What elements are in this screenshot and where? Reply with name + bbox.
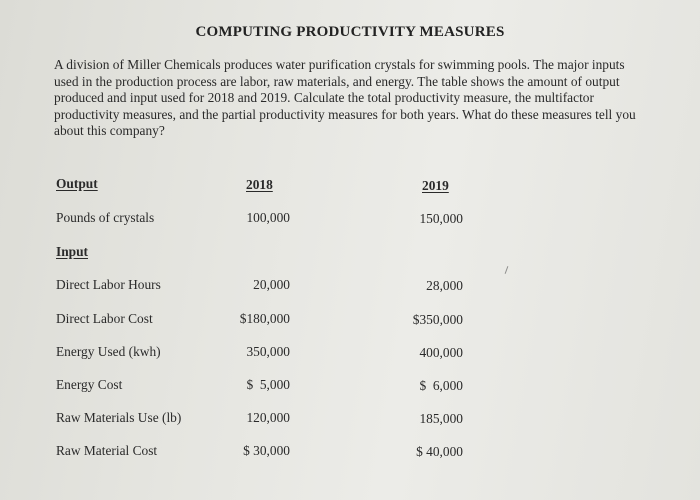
pen-mark [505,266,509,274]
row-label: Pounds of crystals [56,210,155,225]
row-label: Energy Used (kwh) [56,344,161,359]
problem-statement: A division of Miller Chemicals produces water purification crystals for swimming pools. The major inputs used in the production process are labor, raw materials, and energy. The table shows the amount of output produced and input used for 2018 and 2019. Calculate the total productivity measure, the multifactor productivity measures, and the partial productivity measures for both years. What do these measures tell you about this company? [54,57,636,139]
value-2018: $180,000 [239,311,290,326]
value-2019: 185,000 [419,411,463,426]
output-header: Output [56,176,98,191]
value-2018: $ 5,000 [246,377,290,392]
value-2019: $ 40,000 [416,444,463,459]
year-2019-header: 2019 [422,178,449,193]
value-2018: 20,000 [253,277,290,292]
value-2019: 150,000 [419,211,463,226]
value-2019: 28,000 [426,278,463,293]
value-2018: $ 30,000 [243,443,290,458]
value-2018: 120,000 [246,410,290,425]
year-2018-header: 2018 [246,177,273,192]
page-title: COMPUTING PRODUCTIVITY MEASURES [195,24,505,40]
row-label: Raw Materials Use (lb) [56,410,182,425]
value-2019: $350,000 [412,312,463,327]
row-label: Direct Labor Hours [56,277,161,292]
value-2019: $ 6,000 [419,378,463,393]
value-2019: 400,000 [419,345,463,360]
row-label: Direct Labor Cost [56,311,153,326]
value-2018: 350,000 [246,344,290,359]
input-header: Input [56,244,89,259]
row-label: Energy Cost [56,377,123,392]
value-2018: 100,000 [246,210,290,225]
row-label: Raw Material Cost [56,443,158,458]
